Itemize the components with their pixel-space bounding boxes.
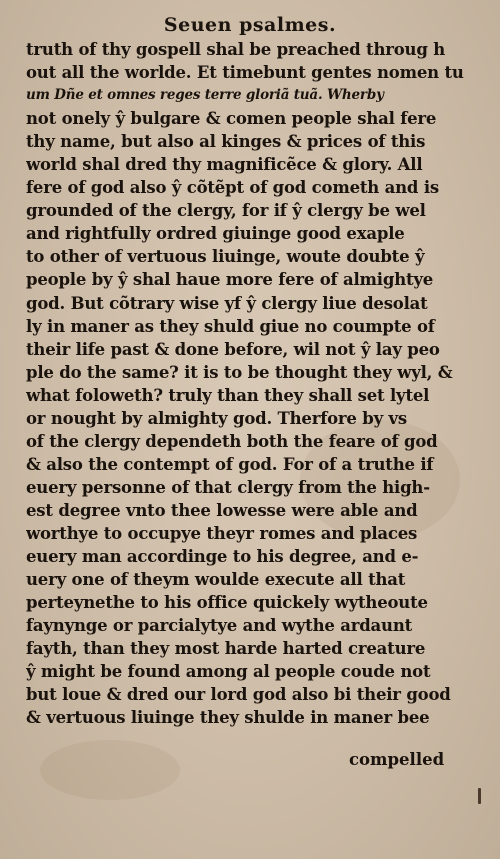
body-text bbox=[26, 38, 466, 729]
text-line: people by ŷ shal haue more fere of almightye bbox=[26, 270, 434, 290]
text-line: euery man accordinge to his degree, and e- bbox=[26, 547, 419, 567]
text-line: & vertuous liuinge they shulde in maner bee bbox=[26, 708, 430, 728]
text-line: fayth, than they most harde harted creature bbox=[26, 639, 426, 659]
margin-mark bbox=[478, 788, 481, 804]
text-line: of the clergy dependeth both the feare of god bbox=[26, 431, 438, 451]
text-line: um Dñe et omnes reges terre gloriã tuã. Wherby bbox=[26, 87, 384, 104]
text-line: perteynethe to his office quickely wytheoute bbox=[26, 593, 428, 613]
text-line: uery one of theym woulde execute all that bbox=[26, 570, 406, 590]
text-line: ple do the same? it is to be thought they wyl, & bbox=[26, 362, 453, 382]
text-line: their life past & done before, wil not ŷ lay peo bbox=[26, 339, 440, 359]
text-line: god. But cõtrary wise yf ŷ clergy liue desolat bbox=[26, 293, 428, 313]
text-line: ly in maner as they shuld giue no coumpte of bbox=[26, 316, 435, 336]
running-header: Seuen psalmes. bbox=[163, 14, 337, 36]
text-line: and rightfully ordred giuinge good exaple bbox=[26, 224, 405, 244]
text-line: thy name, but also al kinges & prices of this bbox=[26, 132, 426, 152]
text-line: euery personne of that clergy from the high- bbox=[26, 477, 430, 497]
text-line: est degree vnto thee lowesse were able and bbox=[26, 500, 418, 520]
text-line: worthye to occupye theyr romes and places bbox=[26, 523, 418, 543]
paper-stain bbox=[40, 740, 180, 800]
catchword: compelled bbox=[349, 750, 445, 769]
text-line: or nought by almighty god. Therfore by vs bbox=[26, 408, 408, 428]
text-line: fere of god also ŷ cõtẽpt of god cometh and is bbox=[26, 178, 439, 198]
text-line: not onely ŷ bulgare & comen people shal fere bbox=[26, 109, 437, 129]
text-line: but loue & dred our lord god also bi their good bbox=[26, 685, 451, 705]
text-line: truth of thy gospell shal be preached throug h bbox=[26, 40, 446, 59]
text-line: what foloweth? truly than they shall set lytel bbox=[26, 385, 430, 405]
text-line: out all the worlde. Et timebunt gentes nomen tu bbox=[26, 63, 464, 83]
text-line: grounded of the clergy, for if ŷ clergy be wel bbox=[26, 201, 426, 221]
text-line: faynynge or parcialytye and wythe ardaunt bbox=[26, 616, 413, 636]
text-line: & also the contempt of god. For of a truthe if bbox=[26, 454, 434, 474]
text-line: world shal dred thy magnificẽce & glory. All bbox=[26, 155, 423, 175]
text-line: ŷ might be found among al people coude not bbox=[26, 662, 431, 682]
text-line: to other of vertuous liuinge, woute doubte ŷ bbox=[26, 247, 425, 267]
